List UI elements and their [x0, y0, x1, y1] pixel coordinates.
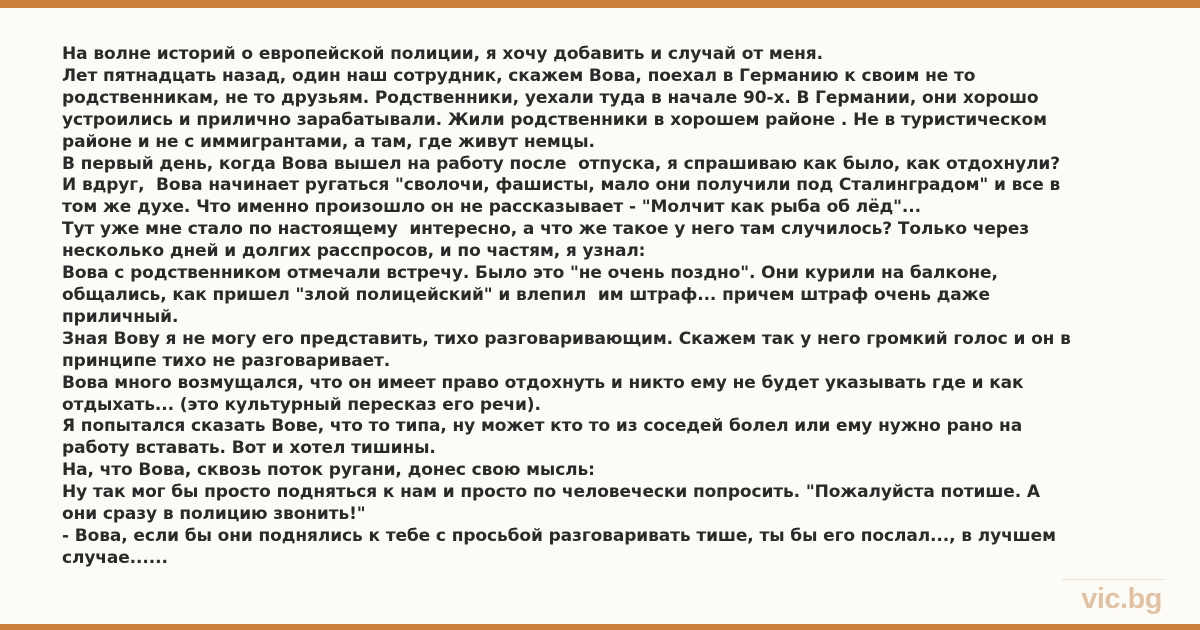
story-line: И вдруг, Вова начинает ругаться "сволочи, фашисты, мало они получили под Сталинградом" и все в: [62, 175, 1061, 196]
story-line: Ну так мог бы просто подняться к нам и просто по человечески попросить. "Пожалуйста потише. А: [62, 482, 1040, 503]
story-line: отдыхать... (это культурный пересказ его речи).: [62, 394, 541, 415]
story-line: Лет пятнадцать назад, один наш сотрудник, скажем Вова, поехал в Германию к своим не то: [62, 65, 976, 86]
story-line: - Вова, если бы они поднялись к тебе с просьбой разговаривать тише, ты бы его послал..., в лучшем: [62, 525, 1056, 546]
story-line: приличный.: [62, 306, 179, 327]
story-text: [62, 44, 1152, 570]
story-line: работу вставать. Вот и хотел тишины.: [62, 438, 436, 459]
story-line: несколько дней и долгих расспросов, и по частям, я узнал:: [62, 241, 646, 262]
story-line: На, что Вова, сквозь поток ругани, донес свою мысль:: [62, 460, 595, 481]
story-line: В первый день, когда Вова вышел на работу после отпуска, я спрашиваю как было, как отдохнули?: [62, 153, 1061, 174]
story-line: Вова с родственником отмечали встречу. Было это "не очень поздно". Они курили на балконе,: [62, 263, 998, 284]
story-line: родственникам, не то друзьям. Родственники, уехали туда в начале 90-х. В Германии, они хорошо: [62, 87, 1039, 108]
story-line: они сразу в полицию звонить!": [62, 504, 366, 525]
story-line: На волне историй о европейской полиции, я хочу добавить и случай от меня.: [62, 44, 823, 64]
story-line: Вова много возмущался, что он имеет право отдохнуть и никто ему не будет указывать где и как: [62, 372, 1024, 393]
story-line: Тут уже мне стало по настоящему интересно, а что же такое у него там случилось? Только через: [62, 219, 1030, 240]
story-line: устроились и прилично зарабатывали. Жили родственники в хорошем районе . Не в туристическом: [62, 109, 1047, 130]
logo-divider: [1062, 579, 1164, 580]
story-line: том же духе. Что именно произошло он не рассказывает - "Молчит как рыба об лёд"...: [62, 197, 922, 218]
story-line: общались, как пришел "злой полицейский" и влепил им штраф... причем штраф очень даже: [62, 284, 990, 305]
story-line: принципе тихо не разговаривает.: [62, 350, 391, 371]
story-line: районе и не с иммигрантами, а там, где живут немцы.: [62, 131, 595, 152]
story-line: случае......: [62, 547, 168, 568]
site-logo: vic.bg: [1081, 583, 1162, 615]
story-line: Зная Вову я не могу его представить, тихо разговаривающим. Скажем так у него громкий голос и он в: [62, 328, 1071, 349]
top-accent-bar: [0, 0, 1200, 8]
story-line: Я попытался сказать Вове, что то типа, ну может кто то из соседей болел или ему нужно рано на: [62, 416, 1023, 437]
bottom-accent-bar: [0, 624, 1200, 630]
